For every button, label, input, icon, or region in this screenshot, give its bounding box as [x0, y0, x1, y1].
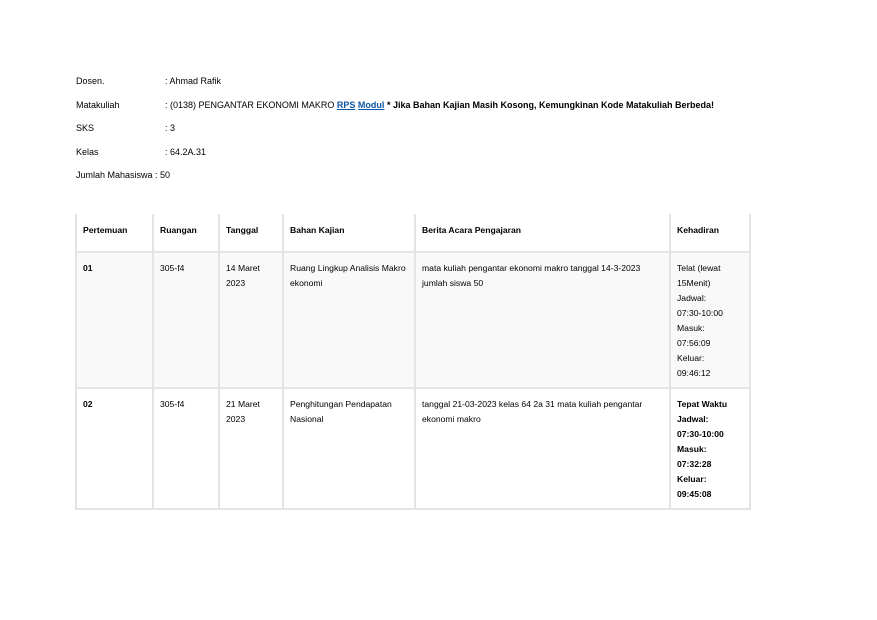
- header-tanggal: Tanggal: [219, 214, 283, 252]
- header-bahan-kajian: Bahan Kajian: [283, 214, 415, 252]
- kehadiran-masuk-label: Masuk:: [677, 444, 707, 454]
- kehadiran-keluar-value: 09:46:12: [677, 368, 711, 378]
- cell-pertemuan: 01: [76, 252, 153, 388]
- matakuliah-value: : (0138) PENGANTAR EKONOMI MAKRO: [165, 99, 335, 110]
- cell-pertemuan: 02: [76, 388, 153, 509]
- kehadiran-masuk-value: 07:56:09: [677, 338, 711, 348]
- kehadiran-keluar-label: Keluar:: [677, 353, 705, 363]
- kehadiran-jadwal-label: Jadwal:: [677, 414, 709, 424]
- cell-berita-acara: tanggal 21-03-2023 kelas 64 2a 31 mata kuliah pengantar ekonomi makro: [415, 388, 670, 509]
- kehadiran-masuk-value: 07:32:28: [677, 459, 712, 469]
- cell-tanggal: 21 Maret 2023: [219, 388, 283, 509]
- kehadiran-masuk-label: Masuk:: [677, 323, 705, 333]
- matakuliah-value-group: [165, 100, 714, 110]
- cell-ruangan: 305-f4: [153, 388, 219, 509]
- header-ruangan: Ruangan: [153, 214, 219, 252]
- kode-warning: * Jika Bahan Kajian Masih Kosong, Kemungkinan Kode Matakuliah Berbeda!: [386, 99, 715, 110]
- rps-link[interactable]: RPS: [336, 99, 356, 110]
- table-row: [76, 252, 750, 388]
- matakuliah-label: Matakuliah: [76, 99, 120, 110]
- cell-kehadiran: [670, 388, 750, 509]
- cell-bahan-kajian: Ruang Lingkup Analisis Makro ekonomi: [283, 252, 415, 388]
- cell-bahan-kajian: Penghitungan Pendapatan Nasional: [283, 388, 415, 509]
- kehadiran-jadwal-value: 07:30-10:00: [677, 429, 724, 439]
- sks-value: : 3: [165, 123, 176, 133]
- attendance-table: [75, 214, 751, 510]
- kehadiran-status: Telat (lewat 15Menit): [677, 263, 721, 288]
- kelas-value: : 64.2A.31: [165, 146, 207, 157]
- cell-berita-acara: mata kuliah pengantar ekonomi makro tanggal 14-3-2023 jumlah siswa 50: [415, 252, 670, 388]
- dosen-label: Dosen.: [76, 76, 105, 86]
- cell-kehadiran: [670, 252, 750, 388]
- kehadiran-keluar-value: 09:45:08: [677, 489, 712, 499]
- table-row: [76, 388, 750, 509]
- kehadiran-jadwal-value: 07:30-10:00: [677, 308, 723, 318]
- kehadiran-status: Tepat Waktu: [677, 399, 728, 409]
- kehadiran-jadwal-label: Jadwal:: [677, 293, 707, 303]
- cell-tanggal: 14 Maret 2023: [219, 252, 283, 388]
- jumlah-mahasiswa: Jumlah Mahasiswa : 50: [76, 170, 171, 180]
- sks-label: SKS: [76, 123, 95, 133]
- cell-ruangan: 305-f4: [153, 252, 219, 388]
- kehadiran-keluar-label: Keluar:: [677, 474, 707, 484]
- kelas-label: Kelas: [76, 146, 99, 157]
- dosen-value: : Ahmad Rafik: [165, 76, 222, 86]
- table-header-row: [76, 214, 750, 252]
- modul-link[interactable]: Modul: [357, 99, 385, 110]
- header-kehadiran: Kehadiran: [670, 214, 750, 252]
- header-pertemuan: Pertemuan: [76, 214, 153, 252]
- header-berita-acara: Berita Acara Pengajaran: [415, 214, 670, 252]
